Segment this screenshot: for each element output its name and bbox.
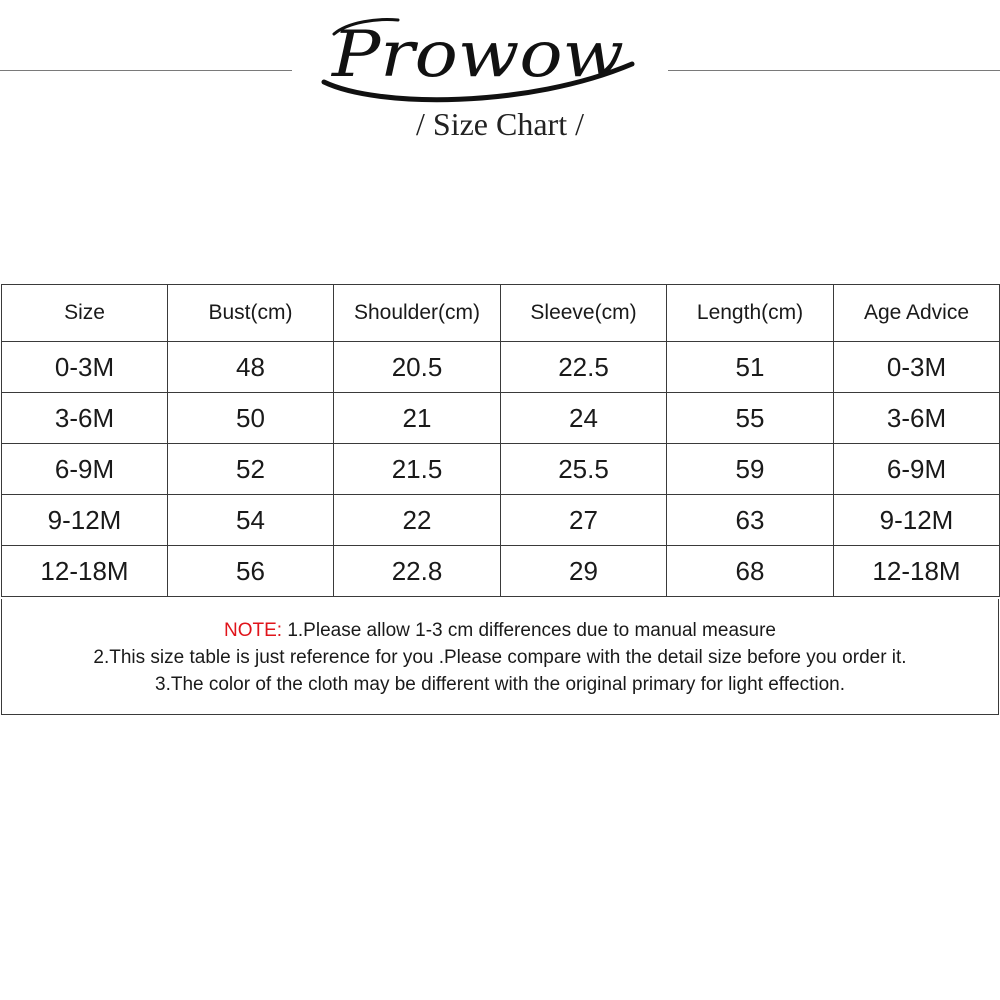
cell-shoulder: 22.8 [334, 546, 501, 597]
cell-size: 3-6M [2, 393, 168, 444]
cell-age-advice: 6-9M [834, 444, 1000, 495]
table-row [2, 393, 1000, 444]
note-line-1 [2, 617, 998, 644]
column-header-sleeve: Sleeve(cm) [501, 285, 667, 342]
notes-box [1, 599, 999, 715]
note-line-3: 3.The color of the cloth may be different with the original primary for light effection. [155, 674, 845, 695]
cell-bust: 48 [168, 342, 334, 393]
table-header-row [2, 285, 1000, 342]
cell-size: 12-18M [2, 546, 168, 597]
note-text-1: 1.Please allow 1-3 cm differences due to manual measure [282, 620, 776, 641]
table-row [2, 546, 1000, 597]
page-subtitle: / Size Chart / [416, 106, 584, 142]
cell-sleeve: 25.5 [501, 444, 667, 495]
cell-bust: 54 [168, 495, 334, 546]
cell-shoulder: 21.5 [334, 444, 501, 495]
cell-length: 55 [667, 393, 834, 444]
cell-shoulder: 22 [334, 495, 501, 546]
cell-length: 68 [667, 546, 834, 597]
cell-sleeve: 22.5 [501, 342, 667, 393]
right-divider-line [668, 70, 1000, 71]
cell-age-advice: 9-12M [834, 495, 1000, 546]
note-label: NOTE: [224, 620, 283, 641]
cell-sleeve: 27 [501, 495, 667, 546]
cell-shoulder: 21 [334, 393, 501, 444]
column-header-shoulder: Shoulder(cm) [334, 285, 501, 342]
cell-bust: 52 [168, 444, 334, 495]
cell-size: 9-12M [2, 495, 168, 546]
cell-sleeve: 29 [501, 546, 667, 597]
cell-size: 0-3M [2, 342, 168, 393]
cell-length: 51 [667, 342, 834, 393]
brand-logo-graphic [318, 4, 648, 104]
column-header-age-advice: Age Advice [834, 285, 1000, 342]
cell-age-advice: 12-18M [834, 546, 1000, 597]
column-header-bust: Bust(cm) [168, 285, 334, 342]
header [0, 0, 1000, 160]
table-row [2, 444, 1000, 495]
cell-age-advice: 0-3M [834, 342, 1000, 393]
cell-age-advice: 3-6M [834, 393, 1000, 444]
cell-size: 6-9M [2, 444, 168, 495]
cell-bust: 50 [168, 393, 334, 444]
table-row [2, 495, 1000, 546]
left-divider-line [0, 70, 292, 71]
size-table [1, 284, 1000, 597]
cell-shoulder: 20.5 [334, 342, 501, 393]
column-header-size: Size [2, 285, 168, 342]
cell-length: 59 [667, 444, 834, 495]
cell-length: 63 [667, 495, 834, 546]
column-header-length: Length(cm) [667, 285, 834, 342]
brand-logo [318, 4, 648, 104]
brand-logo-text: Prowow [330, 18, 624, 92]
note-line-2: 2.This size table is just reference for you .Please compare with the detail size before you order it. [93, 647, 907, 668]
table-row [2, 342, 1000, 393]
cell-sleeve: 24 [501, 393, 667, 444]
cell-bust: 56 [168, 546, 334, 597]
